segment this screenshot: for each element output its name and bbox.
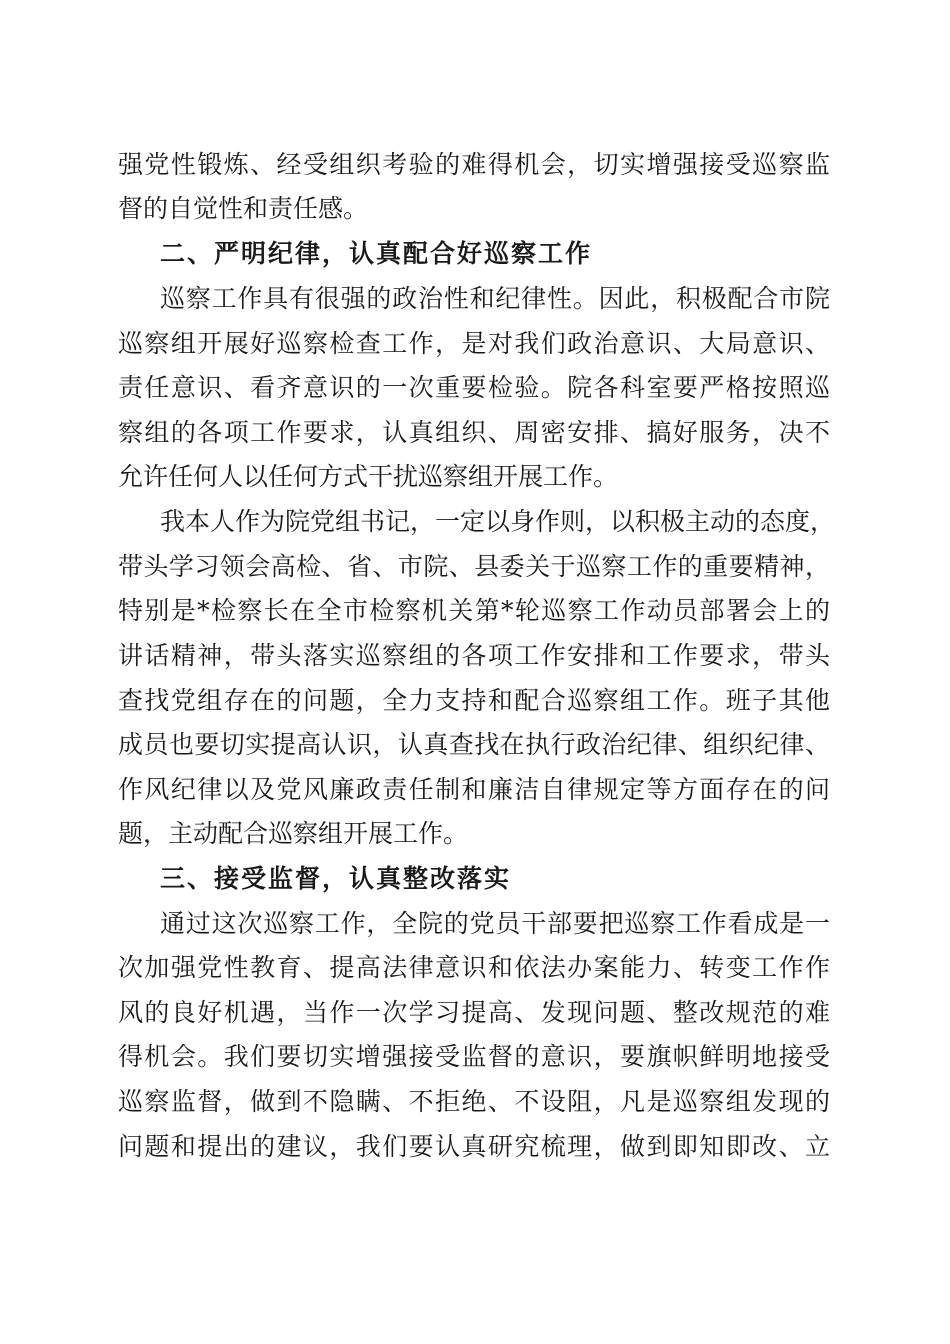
body-text-line: 风的良好机遇，当作一次学习提高、发现问题、整改规范的难	[118, 998, 830, 1027]
body-text-line: 带头学习领会高检、省、市院、县委关于巡察工作的重要精神，	[118, 552, 830, 581]
body-text-line: 问题和提出的建议，我们要认真研究梳理，做到即知即改、立	[118, 1132, 830, 1161]
body-text-line: 强党性锻炼、经受组织考验的难得机会，切实增强接受巡察监	[118, 150, 830, 179]
body-text-line: 查找党组存在的问题，全力支持和配合巡察组工作。班子其他	[118, 686, 830, 715]
body-text-line: 巡察监督，做到不隐瞒、不拒绝、不设阻，凡是巡察组发现的	[118, 1087, 830, 1116]
body-text-line: 督的自觉性和责任感。	[118, 194, 369, 223]
paragraph-first-line: 我本人作为院党组书记，一定以身作则，以积极主动的态度，	[160, 507, 836, 536]
body-text-line: 责任意识、看齐意识的一次重要检验。院各科室要严格按照巡	[118, 373, 830, 402]
section-heading-3: 三、接受监督，认真整改落实	[160, 864, 512, 893]
paragraph-first-line: 巡察工作具有很强的政治性和纪律性。因此，积极配合市院	[160, 284, 830, 313]
body-text-line: 得机会。我们要切实增强接受监督的意识，要旗帜鲜明地接受	[118, 1042, 830, 1071]
body-text-line: 巡察组开展好巡察检查工作，是对我们政治意识、大局意识、	[118, 329, 830, 358]
body-text-line: 作风纪律以及党风廉政责任制和廉洁自律规定等方面存在的问	[118, 775, 830, 804]
body-text-line: 次加强党性教育、提高法律意识和依法办案能力、转变工作作	[118, 953, 830, 982]
body-text-line: 题，主动配合巡察组开展工作。	[118, 819, 469, 848]
body-text-line: 允许任何人以任何方式干扰巡察组开展工作。	[118, 462, 619, 491]
body-text-line: 成员也要切实提高认识，认真查找在执行政治纪律、组织纪律、	[118, 730, 830, 759]
body-text-line: 察组的各项工作要求，认真组织、周密安排、搞好服务，决不	[118, 418, 830, 447]
section-heading-2: 二、严明纪律，认真配合好巡察工作	[160, 239, 593, 268]
paragraph-first-line: 通过这次巡察工作，全院的党员干部要把巡察工作看成是一	[160, 909, 830, 938]
body-text-line: 特别是*检察长在全市检察机关第*轮巡察工作动员部署会上的	[118, 596, 830, 625]
body-text-line: 讲话精神，带头落实巡察组的各项工作安排和工作要求，带头	[118, 641, 830, 670]
